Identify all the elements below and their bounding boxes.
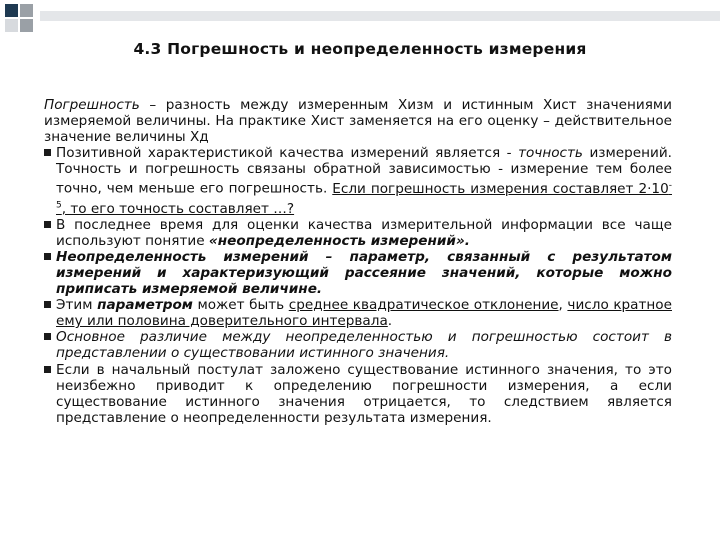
term-pogreshnost: Погрешность	[44, 97, 140, 113]
text: ,	[558, 297, 568, 314]
bullet-accuracy	[44, 145, 672, 216]
slide-body	[44, 97, 672, 426]
paragraph-definition	[44, 97, 672, 145]
definition-text: – разность между измеренным Хизм и истинным Хист значениями измеряемой величины. На практике Хист заменяется на его оценку – действительное значение величины Хд	[44, 97, 672, 146]
deco-square-4	[20, 19, 33, 32]
text: Если погрешность измерения составляет 2·10	[332, 181, 669, 197]
bullet-uncertainty-definition	[44, 249, 672, 297]
text: , то его точность составляет …?	[61, 200, 295, 217]
bullet-postulate	[44, 362, 672, 426]
term-tochnost: точность	[518, 145, 583, 162]
text: измерений. Точность и погрешность связаны обратной зависимостью - измерение тем более точно, чем меньше его погрешность.	[56, 145, 672, 197]
text: Этим	[56, 297, 98, 314]
bullet-parameter	[44, 297, 672, 329]
text: .	[387, 313, 393, 330]
text: В последнее время для оценки качества измерительной информации все чаще используют понятие	[56, 216, 672, 249]
deco-square-3	[5, 19, 18, 32]
uncertainty-definition: Неопределенность измерений – параметр, связанный с результатом измерений и характеризующий рассеяние значений, которые можно приписать измеряемой величине.	[56, 248, 672, 298]
text: может быть	[192, 297, 289, 314]
bullet-icon	[44, 301, 51, 308]
postulate-text: Если в начальный постулат заложено существование истинного значения, то это неизбежно приводит к определению погрешности измерения, а если существование истинного значения отрицается, то следствием является представление о неопределенности результата измерения.	[56, 361, 672, 426]
interval-text: число кратное ему или половина доверительного интервала	[56, 297, 672, 330]
bullet-icon	[44, 366, 51, 373]
bullet-icon	[44, 333, 51, 340]
page-title: 4.3 Погрешность и неопределенность измерения	[133, 40, 587, 58]
deco-square-2	[20, 4, 33, 17]
bullet-icon	[44, 149, 51, 156]
bullet-difference	[44, 329, 672, 361]
bullet-icon	[44, 221, 51, 228]
bullet-uncertainty-concept	[44, 217, 672, 249]
bullet-icon	[44, 253, 51, 260]
difference-text: Основное различие между неопределенностью и погрешностью состоит в представлении о существовании истинного значения.	[56, 329, 672, 362]
header-bar	[40, 11, 720, 21]
term-uncertainty: «неопределенность измерений».	[208, 232, 470, 249]
text: Позитивной характеристикой качества измерений является -	[56, 145, 519, 162]
term-parameter: параметром	[97, 297, 193, 314]
std-deviation: среднее квадратическое отклонение	[288, 297, 559, 314]
exponent: -5	[56, 180, 672, 211]
deco-square-1	[5, 4, 18, 17]
